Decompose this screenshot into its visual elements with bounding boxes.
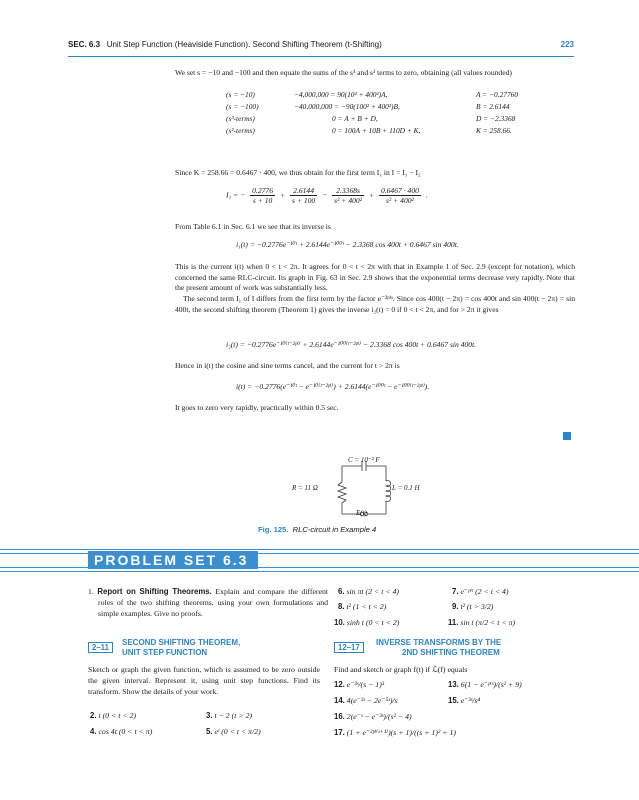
problem-item bbox=[206, 726, 261, 737]
figure-caption bbox=[258, 525, 376, 534]
table-reference-text: From Table 6.1 in Sec. 6.1 we see that its inverse is bbox=[175, 222, 331, 231]
i2-equation: i₂(t) = −0.2776e⁻¹⁰⁽ᵗ⁻²ᵖⁱ⁾ + 2.6144e⁻¹⁰⁰⁽ᵗ⁻²ᵖⁱ⁾ − 2.3368 cos 400t + 0.6467 sin 400t. bbox=[226, 340, 477, 349]
problem-number: 8. bbox=[338, 602, 345, 611]
equation-row bbox=[226, 126, 522, 138]
paragraph-1: This is the current i(t) when 0 < t < 2π. It agrees for 0 < t < 2π with that in Example 1 of Sec. 2.9 (except for notation), which concerned the same RLC-circuit. Its graph in Fig. 63 in Sec. 2.9 shows that the exponential terms decrease very rapidly. Note that the present amount of work was substantially less. bbox=[175, 262, 575, 293]
since-text: Since K = 258.66 = 0.6467 · 400, we thus obtain for the first term I₁ in I = I₁ − I₂ bbox=[175, 168, 421, 177]
problem-text: sin t (π/2 < t < π) bbox=[460, 618, 516, 627]
banner-rule bbox=[0, 571, 639, 572]
section-heading bbox=[122, 638, 240, 658]
problem-number: 14. bbox=[334, 696, 345, 705]
problem-text: 4(e⁻²ˢ − 2e⁻⁵ˢ)/s bbox=[346, 696, 398, 705]
section-heading-line: UNIT STEP FUNCTION bbox=[122, 648, 208, 657]
section-range: 2–11 bbox=[88, 642, 113, 653]
section-heading-line: SECOND SHIFTING THEOREM, bbox=[122, 638, 241, 647]
problem-item bbox=[452, 586, 509, 597]
problem-item bbox=[338, 586, 399, 597]
denominator: s² + 400² bbox=[386, 196, 414, 205]
equation-row bbox=[226, 90, 522, 102]
problem-number: 13. bbox=[448, 680, 459, 689]
numerator: 0.6467 · 400 bbox=[380, 186, 419, 195]
equation-body: −4,000,000 = 90(10² + 400²)A, bbox=[294, 90, 388, 99]
equation-row bbox=[226, 114, 522, 126]
capacitor-label: C = 10⁻² F bbox=[348, 456, 380, 464]
problem-item bbox=[90, 726, 152, 737]
problem-number: 16. bbox=[334, 712, 345, 721]
problem-number: 15. bbox=[448, 696, 459, 705]
problem-text: e⁻³ˢ/s⁴ bbox=[460, 696, 481, 705]
section-instructions: Sketch or graph the given function, which is assumed to be zero outside the given interval. Represent it, using unit step functions. Find its transform. Show the details of your work. bbox=[88, 665, 320, 696]
equation-case: (s²-terms) bbox=[226, 126, 255, 135]
running-header bbox=[68, 40, 574, 49]
problem-number: 1. bbox=[88, 587, 94, 596]
equation-body: −40,000,000 = −90(100² + 400²)B, bbox=[294, 102, 400, 111]
caption-text: RLC-circuit in Example 4 bbox=[292, 525, 377, 534]
intro-text: We set s = −10 and −100 and then equate the sums of the s³ and s² terms to zero, obtaining (all values rounded) bbox=[175, 68, 512, 77]
hence-text: Hence in i(t) the cosine and sine terms cancel, and the current for t > 2π is bbox=[175, 361, 400, 370]
problem-item bbox=[90, 710, 136, 721]
numerator: 2.3368s bbox=[332, 186, 364, 196]
problem-number: 5. bbox=[206, 727, 213, 736]
section-heading-line: 2ND SHIFTING THEOREM bbox=[402, 648, 500, 657]
paragraph-2: The second term I₁ of I differs from the first term by the factor e⁻²ᵖⁱˢ. Since cos 400(t − 2π) = cos 400t and sin 400(t − 2π) = sin 400t, the second shifting theorem (Theorem 1) gives the inverse i₂(t) = 0 if 0 < t < 2π, and for > 2π it gives bbox=[175, 294, 575, 314]
banner-rule bbox=[0, 549, 639, 550]
denominator: s + 10 bbox=[252, 196, 273, 205]
fraction bbox=[290, 186, 317, 205]
problem-item bbox=[334, 711, 412, 722]
problem-set-title: PROBLEM SET 6.3 bbox=[88, 551, 258, 569]
denominator: s² + 400² bbox=[334, 196, 362, 205]
section-range-box bbox=[334, 637, 364, 655]
equation-case: (s = −10) bbox=[226, 90, 255, 99]
problem-text: 6(1 − e⁻ᵖⁱˢ)/(s² + 9) bbox=[460, 680, 522, 689]
equation-case: (s = −100) bbox=[226, 102, 259, 111]
i1-lhs: I₁ = − bbox=[226, 190, 246, 200]
equation-row bbox=[226, 102, 522, 114]
section-range-box bbox=[88, 637, 113, 655]
problem-item bbox=[334, 695, 398, 706]
problem-item bbox=[448, 617, 515, 628]
problem-text: eᵗ (0 < t < π/2) bbox=[214, 727, 261, 736]
problem-text: t² (t > 3/2) bbox=[460, 602, 494, 611]
source-label: E(t) bbox=[356, 509, 367, 517]
section-heading-line: INVERSE TRANSFORMS BY THE bbox=[376, 638, 502, 647]
problem-text: sinh t (0 < t < 2) bbox=[346, 618, 400, 627]
problem-text: 2(e⁻ˢ − e⁻³ˢ)/(s² − 4) bbox=[346, 712, 412, 721]
problem-number: 7. bbox=[452, 587, 459, 596]
problem-number: 10. bbox=[334, 618, 345, 627]
problem-item bbox=[448, 679, 522, 690]
problem-item bbox=[338, 601, 386, 612]
equation-body: 0 = 100A + 10B + 110D + K, bbox=[332, 126, 421, 135]
problem-1 bbox=[88, 586, 328, 619]
problem-item bbox=[452, 601, 493, 612]
problem-text: cos 4t (0 < t < π) bbox=[98, 727, 153, 736]
problem-text: t² (1 < t < 2) bbox=[346, 602, 387, 611]
problem-text: e⁻ᵖⁱᵗ (2 < t < 4) bbox=[460, 587, 509, 596]
problem-text: sin πt (2 < t < 4) bbox=[346, 587, 400, 596]
equation-result: B = 2.6144 bbox=[476, 102, 510, 111]
equation-body: 0 = A + B + D, bbox=[332, 114, 378, 123]
operator: + bbox=[368, 190, 375, 200]
resistor-label: R = 11 Ω bbox=[292, 484, 318, 492]
section-range: 12–17 bbox=[334, 642, 364, 653]
problem-number: 6. bbox=[338, 587, 345, 596]
problem-number: 3. bbox=[206, 711, 213, 720]
problem-text: e⁻³ˢ/(s − 1)³ bbox=[346, 680, 385, 689]
page-number: 223 bbox=[560, 40, 574, 49]
fraction bbox=[379, 186, 421, 205]
operator: + bbox=[279, 190, 286, 200]
problem-number: 2. bbox=[90, 711, 97, 720]
problem-item bbox=[334, 617, 399, 628]
equation-result: D = −2.3368 bbox=[476, 114, 516, 123]
problem-item bbox=[206, 710, 252, 721]
fraction bbox=[332, 186, 364, 205]
inductor-label: L = 0.1 H bbox=[392, 484, 420, 492]
problem-text: t (0 < t < 2) bbox=[98, 711, 137, 720]
denominator: s + 100 bbox=[291, 196, 316, 205]
it-equation: i(t) = −0.2776(e⁻¹⁰ᵗ − e⁻¹⁰⁽ᵗ⁻²ᵖⁱ⁾) + 2.6144(e⁻¹⁰⁰ᵗ − e⁻¹⁰⁰⁽ᵗ⁻²ᵖⁱ⁾). bbox=[236, 382, 430, 391]
problem-item bbox=[334, 679, 384, 690]
problem-text: (1 + e⁻²ᵖⁱ⁽ˢ⁺¹⁾)(s + 1)/((s + 1)² + 1) bbox=[346, 728, 456, 737]
operator: − bbox=[322, 190, 328, 200]
equation-result: K = 258.66. bbox=[476, 126, 512, 135]
section-heading bbox=[376, 638, 501, 658]
problem-number: 12. bbox=[334, 680, 345, 689]
header-rule bbox=[68, 56, 574, 57]
problem-item bbox=[448, 695, 480, 706]
problem-number: 9. bbox=[452, 602, 459, 611]
equation-result: A = −0.27760 bbox=[476, 90, 519, 99]
conclusion-text: It goes to zero very rapidly, practically within 0.5 sec. bbox=[175, 403, 339, 412]
problem-number: 11. bbox=[448, 618, 459, 627]
end-of-example-marker bbox=[563, 432, 571, 440]
problem-text: t − 2 (t > 2) bbox=[214, 711, 253, 720]
numerator: 0.2776 bbox=[252, 186, 274, 195]
caption-number: Fig. 125. bbox=[258, 525, 289, 534]
numerator: 2.6144 bbox=[290, 186, 317, 196]
fraction bbox=[250, 186, 275, 205]
equation-system bbox=[226, 90, 522, 138]
problem-heading: Report on Shifting Theorems. bbox=[97, 587, 212, 596]
section-instructions: Find and sketch or graph f(t) if ℒ(f) equals bbox=[334, 665, 468, 674]
section-title: Unit Step Function (Heaviside Function). Second Shifting Theorem (t-Shifting) bbox=[106, 40, 382, 49]
problem-item bbox=[334, 727, 456, 738]
problem-text: Explain and compare the different roles of the two shifting theorems, using your own formulations and simple examples. Give no proofs. bbox=[98, 587, 329, 618]
period: . bbox=[425, 190, 428, 200]
problem-number: 17. bbox=[334, 728, 345, 737]
section-code: SEC. 6.3 bbox=[68, 40, 101, 49]
i1-equation bbox=[226, 186, 428, 205]
i1-inverse-equation: i₁(t) = −0.2776e⁻¹⁰ᵗ + 2.6144e⁻¹⁰⁰ᵗ − 2.3368 cos 400t + 0.6467 sin 400t. bbox=[236, 240, 459, 249]
problem-number: 4. bbox=[90, 727, 97, 736]
equation-case: (s³-terms) bbox=[226, 114, 255, 123]
